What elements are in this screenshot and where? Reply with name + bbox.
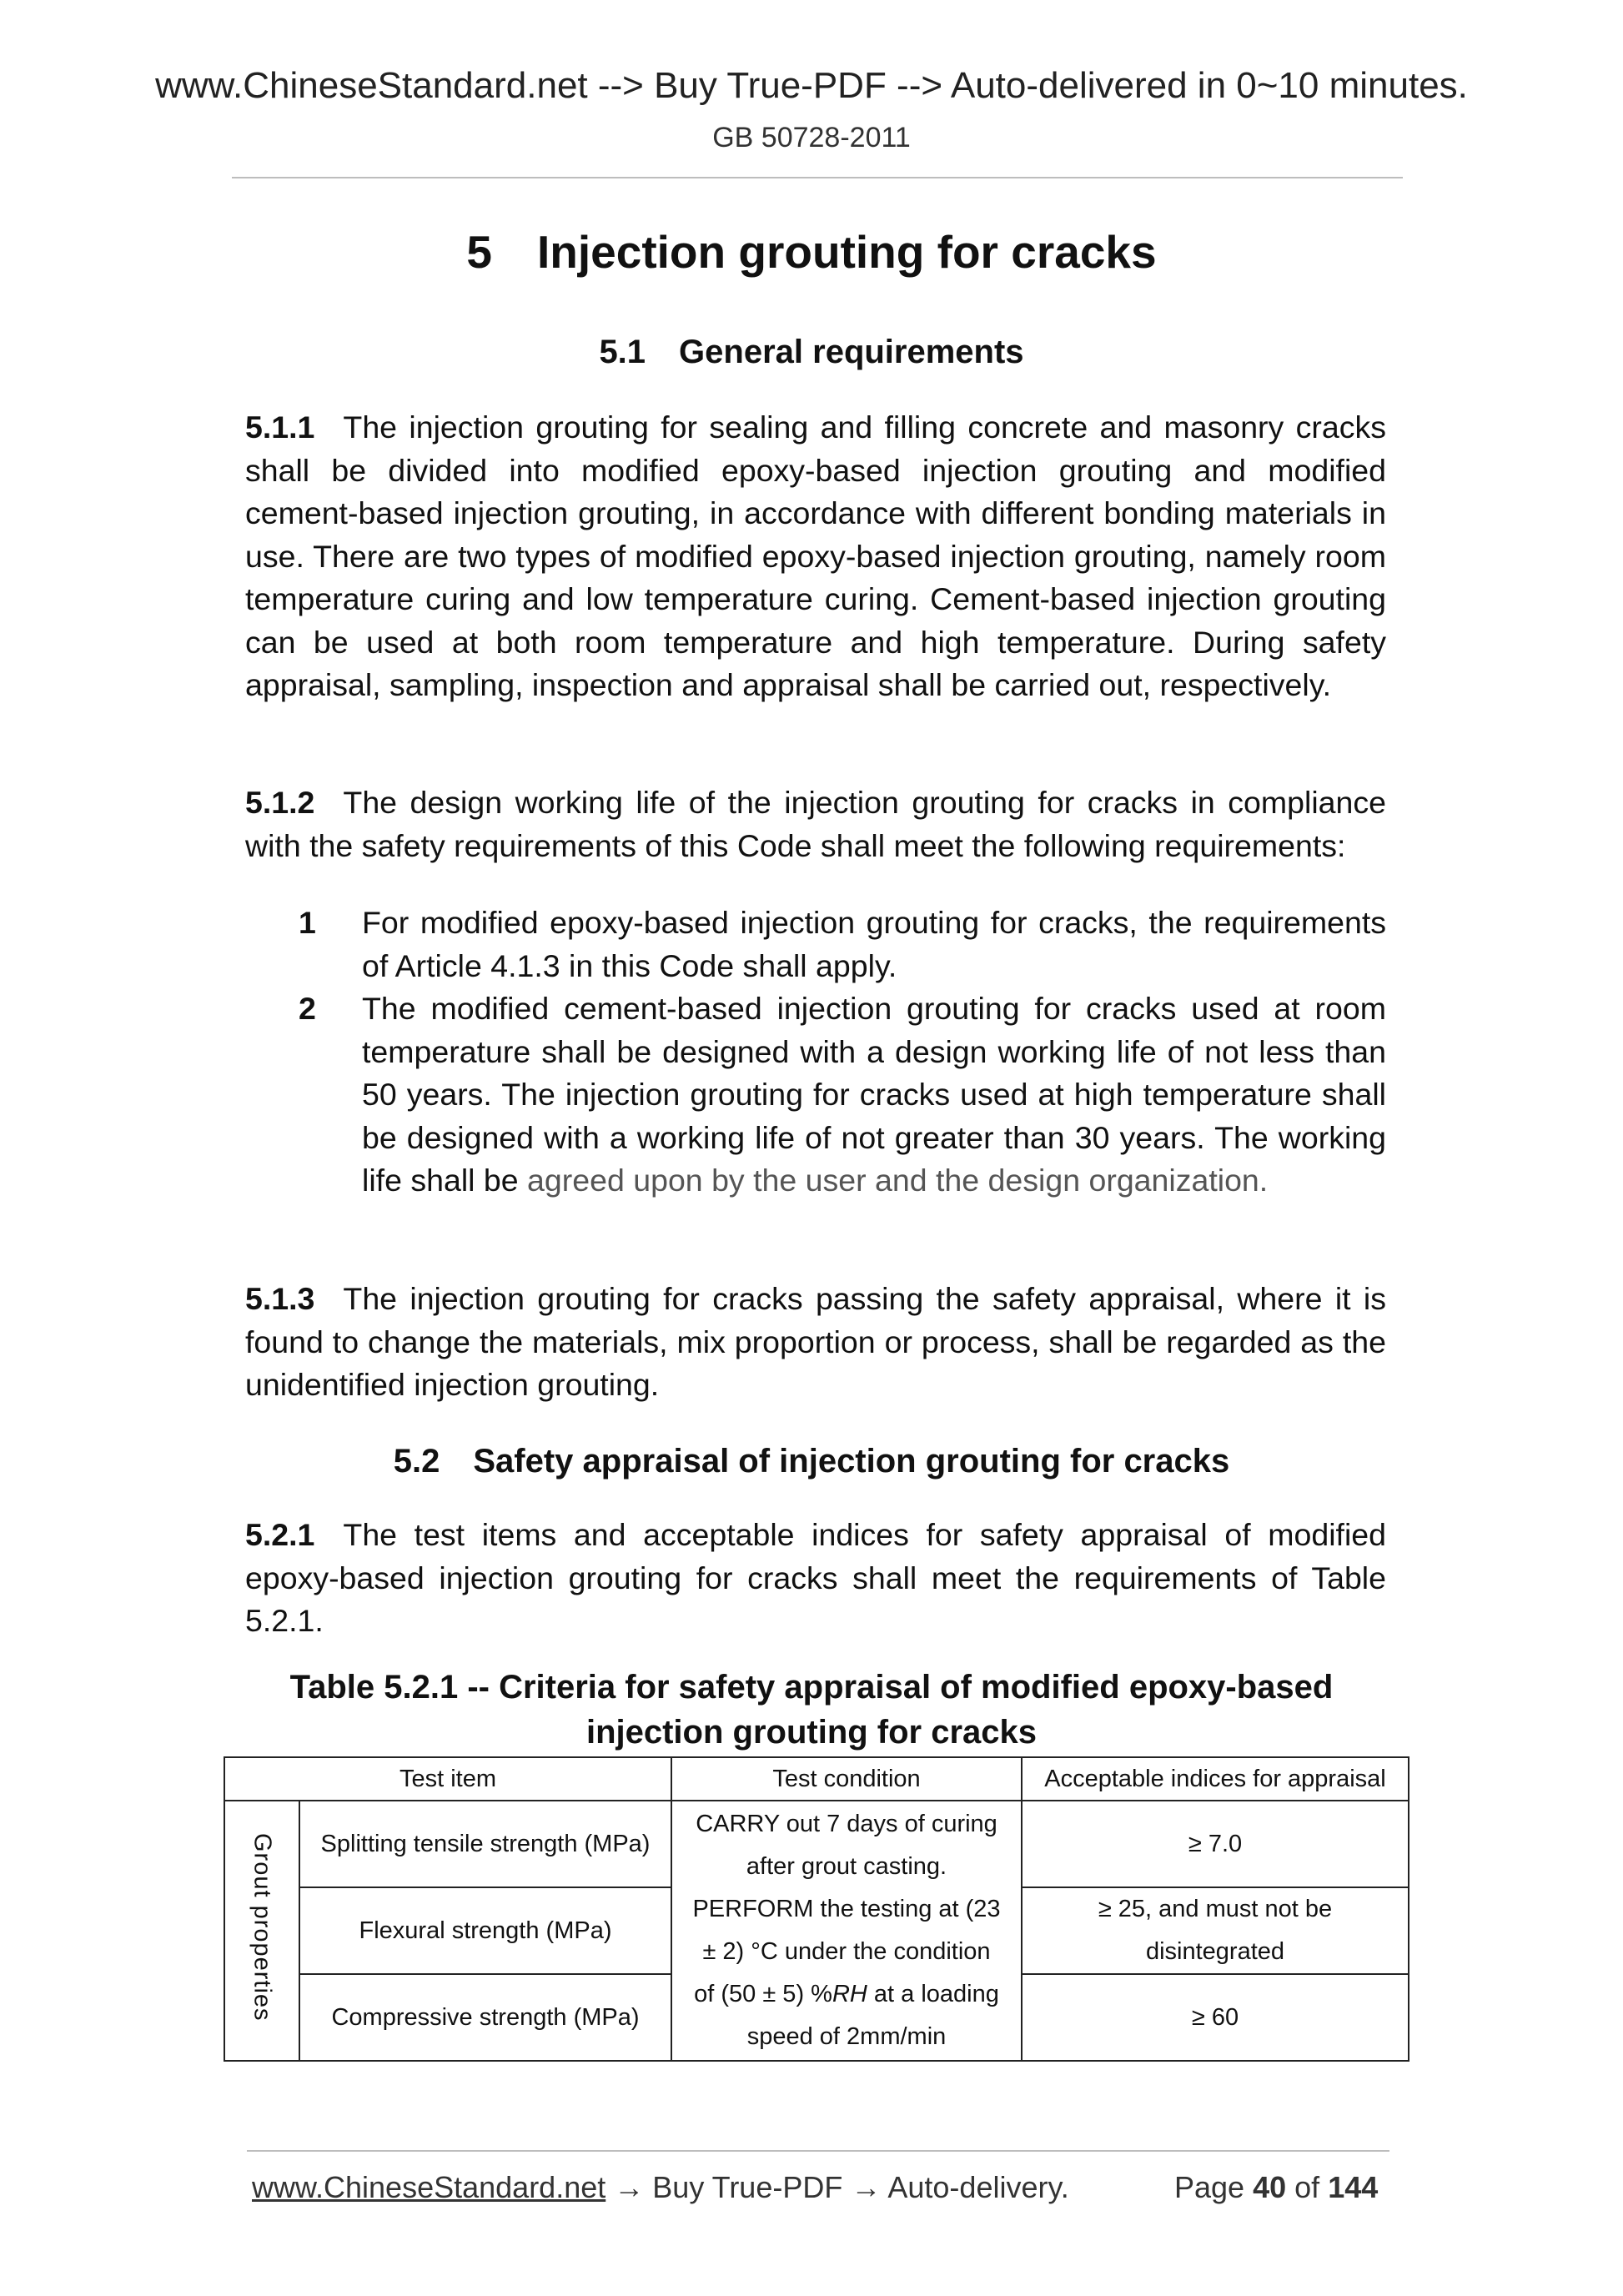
list-item bbox=[299, 902, 1386, 987]
table-caption-line1: Table 5.2.1 -- Criteria for safety appraisal of modified epoxy-based bbox=[289, 1669, 1334, 1706]
condition-line: PERFORM the testing at (23 bbox=[692, 1896, 1001, 1922]
group-label: Grout properties bbox=[249, 1833, 276, 2022]
clause-5-1-1 bbox=[245, 406, 1386, 707]
item-number: 1 bbox=[299, 905, 316, 940]
page-indicator bbox=[1174, 2170, 1378, 2205]
page-number: 40 bbox=[1253, 2170, 1287, 2204]
condition-line: ± 2) °C under the condition bbox=[702, 1938, 991, 1965]
condition-text: of (50 ± 5) % bbox=[694, 1981, 832, 2007]
clause-text: The test items and acceptable indices for safety appraisal of modified epoxy-based injection grouting for cracks shall meet the requirements of Table 5.2.1. bbox=[245, 1517, 1386, 1638]
clause-number: 5.2.1 bbox=[245, 1517, 315, 1552]
item-text-main: The modified cement-based injection grouting for cracks used at room temperature shall be designed with a design working life of not less than 50 years. The injection grouting for cracks used at high temperature shall be designed with a working life of not greater than 30 years. The working life shall be bbox=[362, 991, 1386, 1198]
clause-5-1-3 bbox=[245, 1278, 1386, 1407]
item-text-gray: agreed upon by the user and the design organization. bbox=[527, 1163, 1269, 1198]
header-test-item: Test item bbox=[224, 1757, 671, 1801]
page-total: 144 bbox=[1328, 2170, 1379, 2204]
group-label-cell bbox=[224, 1801, 299, 2061]
table-header-row bbox=[224, 1757, 1409, 1801]
acceptable-index-cell: ≥ 60 bbox=[1022, 1974, 1409, 2061]
clause-number: 5.1.1 bbox=[245, 409, 315, 445]
section-5-1-title bbox=[0, 334, 1623, 371]
acceptable-index-cell: ≥ 7.0 bbox=[1022, 1801, 1409, 1887]
footer-site-link[interactable]: www.ChineseStandard.net bbox=[252, 2170, 606, 2204]
chapter-number: 5 bbox=[466, 226, 492, 278]
clause-number: 5.1.3 bbox=[245, 1281, 315, 1316]
section-number: 5.2 bbox=[393, 1443, 440, 1480]
list-item bbox=[299, 987, 1386, 1203]
footer-links bbox=[252, 2170, 1069, 2205]
footer-buy: Buy True-PDF bbox=[652, 2170, 843, 2204]
standard-number: GB 50728-2011 bbox=[712, 122, 911, 153]
clause-text: The injection grouting for sealing and filling concrete and masonry cracks shall be divided into modified epoxy-based injection grouting and modified cement-based injection grouting, in accordance with different bonding materials in use. There are two types of modified epoxy-based injection grouting, namely room temperature curing and low temperature curing. Cement-based injection grouting can be used at both room temperature and high temperature. During safety appraisal, sampling, inspection and appraisal shall be carried out, respectively. bbox=[245, 409, 1386, 702]
clause-5-1-2 bbox=[245, 781, 1386, 867]
section-heading: General requirements bbox=[679, 334, 1024, 370]
clause-number: 5.1.2 bbox=[245, 785, 315, 820]
condition-line: speed of 2mm/min bbox=[746, 2023, 947, 2050]
table-row bbox=[224, 1801, 1409, 1887]
test-item-cell: Compressive strength (MPa) bbox=[299, 1974, 671, 2061]
clause-text: The injection grouting for cracks passing the safety appraisal, where it is found to change the materials, mix proportion or process, shall be regarded as the unidentified injection grouting. bbox=[245, 1281, 1386, 1402]
item-text bbox=[362, 987, 1386, 1203]
page-of: of bbox=[1294, 2170, 1320, 2204]
condition-rh: RH bbox=[832, 1981, 867, 2007]
header-banner: www.ChineseStandard.net --> Buy True-PDF --> Auto-delivered in 0~10 minutes. bbox=[155, 65, 1468, 106]
footer-auto: Auto-delivery. bbox=[887, 2170, 1069, 2204]
criteria-table bbox=[224, 1756, 1409, 2062]
acceptable-index-cell: ≥ 25, and must not be disintegrated bbox=[1022, 1887, 1409, 1974]
arrow-icon: → bbox=[614, 2170, 645, 2204]
clause-text: The design working life of the injection grouting for cracks in compliance with the safety requirements of this Code shall meet the following requirements: bbox=[245, 785, 1386, 863]
test-item-cell: Splitting tensile strength (MPa) bbox=[299, 1801, 671, 1887]
test-item-cell: Flexural strength (MPa) bbox=[299, 1887, 671, 1974]
test-condition-cell bbox=[671, 1801, 1022, 2061]
chapter-heading: Injection grouting for cracks bbox=[536, 226, 1157, 278]
item-number: 2 bbox=[299, 991, 316, 1026]
arrow-icon: → bbox=[851, 2170, 882, 2204]
header-acceptable-indices: Acceptable indices for appraisal bbox=[1022, 1757, 1409, 1801]
condition-text: at a loading bbox=[867, 1981, 999, 2007]
condition-line: CARRY out 7 days of curing bbox=[696, 1811, 997, 1837]
footer-divider bbox=[247, 2150, 1389, 2152]
header-divider bbox=[232, 177, 1403, 178]
item-text: For modified epoxy-based injection grouting for cracks, the requirements of Article 4.1.3 in this Code shall apply. bbox=[362, 905, 1386, 983]
clause-5-2-1 bbox=[245, 1514, 1386, 1643]
chapter-title bbox=[0, 225, 1623, 279]
condition-line bbox=[679, 1973, 1014, 2016]
section-heading: Safety appraisal of injection grouting for cracks bbox=[473, 1443, 1230, 1480]
page-prefix: Page bbox=[1174, 2170, 1245, 2204]
header-test-condition: Test condition bbox=[671, 1757, 1022, 1801]
section-5-2-title bbox=[0, 1443, 1623, 1480]
condition-line: after grout casting. bbox=[746, 1853, 947, 1880]
table-caption bbox=[0, 1665, 1623, 1755]
table-caption-line2: injection grouting for cracks bbox=[585, 1714, 1038, 1751]
section-number: 5.1 bbox=[599, 334, 646, 370]
